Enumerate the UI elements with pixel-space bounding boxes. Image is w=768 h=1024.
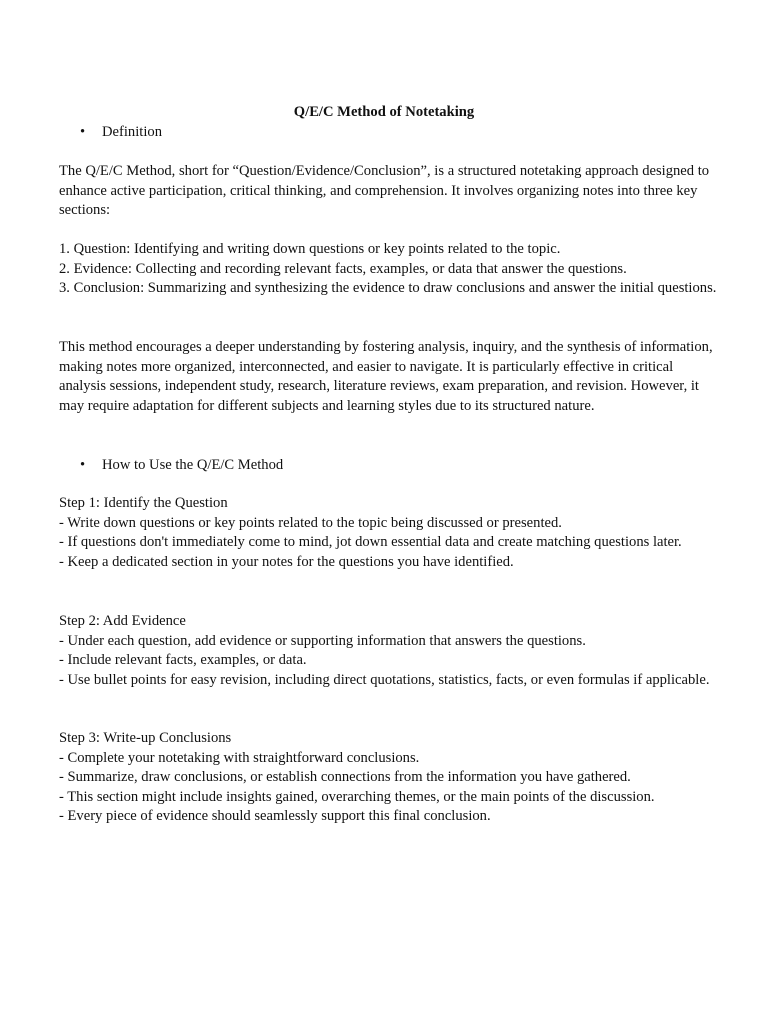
step-line: - Include relevant facts, examples, or data.	[59, 652, 307, 669]
step-1-section	[59, 494, 719, 572]
step-3-section	[59, 729, 719, 827]
step-heading: Step 2: Add Evidence	[59, 613, 186, 629]
bullet-how-to-use	[80, 456, 283, 476]
intro-paragraph	[59, 162, 719, 221]
step-2-section	[59, 612, 719, 690]
step-line: - This section might include insights gained, overarching themes, or the main points of the discussion.	[59, 788, 655, 805]
step-line: - Keep a dedicated section in your notes for the questions you have identified.	[59, 553, 514, 570]
step-line: - Use bullet points for easy revision, including direct quotations, statistics, facts, or even formulas if applicable.	[59, 671, 710, 688]
list-item: 2. Evidence: Collecting and recording relevant facts, examples, or data that answer the questions.	[59, 260, 627, 277]
sections-list	[59, 240, 719, 299]
step-line: - Complete your notetaking with straightforward conclusions.	[59, 749, 420, 766]
step-line: - Every piece of evidence should seamlessly support this final conclusion.	[59, 808, 491, 825]
bullet-definition	[80, 123, 162, 143]
step-line: - If questions don't immediately come to mind, jot down essential data and create matching questions later.	[59, 534, 682, 551]
encourages-paragraph	[59, 338, 719, 416]
bullet-label: Definition	[102, 124, 162, 140]
bullet-label: How to Use the Q/E/C Method	[102, 457, 284, 473]
step-heading: Step 3: Write-up Conclusions	[59, 730, 232, 746]
step-line: - Under each question, add evidence or supporting information that answers the questions.	[59, 632, 586, 649]
paragraph-text: The Q/E/C Method, short for “Question/Evidence/Conclusion”, is a structured notetaking approach designed to enhance active participation, critical thinking, and comprehension. It involves organizing notes into three key sections:	[59, 163, 710, 219]
list-item: 3. Conclusion: Summarizing and synthesizing the evidence to draw conclusions and answer the initial questions.	[59, 280, 717, 297]
paragraph-text: This method encourages a deeper understanding by fostering analysis, inquiry, and the synthesis of information, making notes more organized, interconnected, and easier to navigate. It is particularly effective in critical analysis sessions, independent study, research, literature reviews, exam preparation, and revision. However, it may require adaptation for different subjects and learning styles due to its structured nature.	[59, 339, 713, 414]
step-line: - Write down questions or key points related to the topic being discussed or presented.	[59, 514, 562, 531]
bullet-dot-icon: •	[80, 457, 86, 473]
bullet-dot-icon: •	[80, 124, 86, 140]
page-title: Q/E/C Method of Notetaking	[293, 104, 475, 120]
list-item: 1. Question: Identifying and writing down questions or key points related to the topic.	[59, 241, 561, 257]
step-line: - Summarize, draw conclusions, or establish connections from the information you have gathered.	[59, 769, 631, 786]
step-heading: Step 1: Identify the Question	[59, 495, 228, 511]
